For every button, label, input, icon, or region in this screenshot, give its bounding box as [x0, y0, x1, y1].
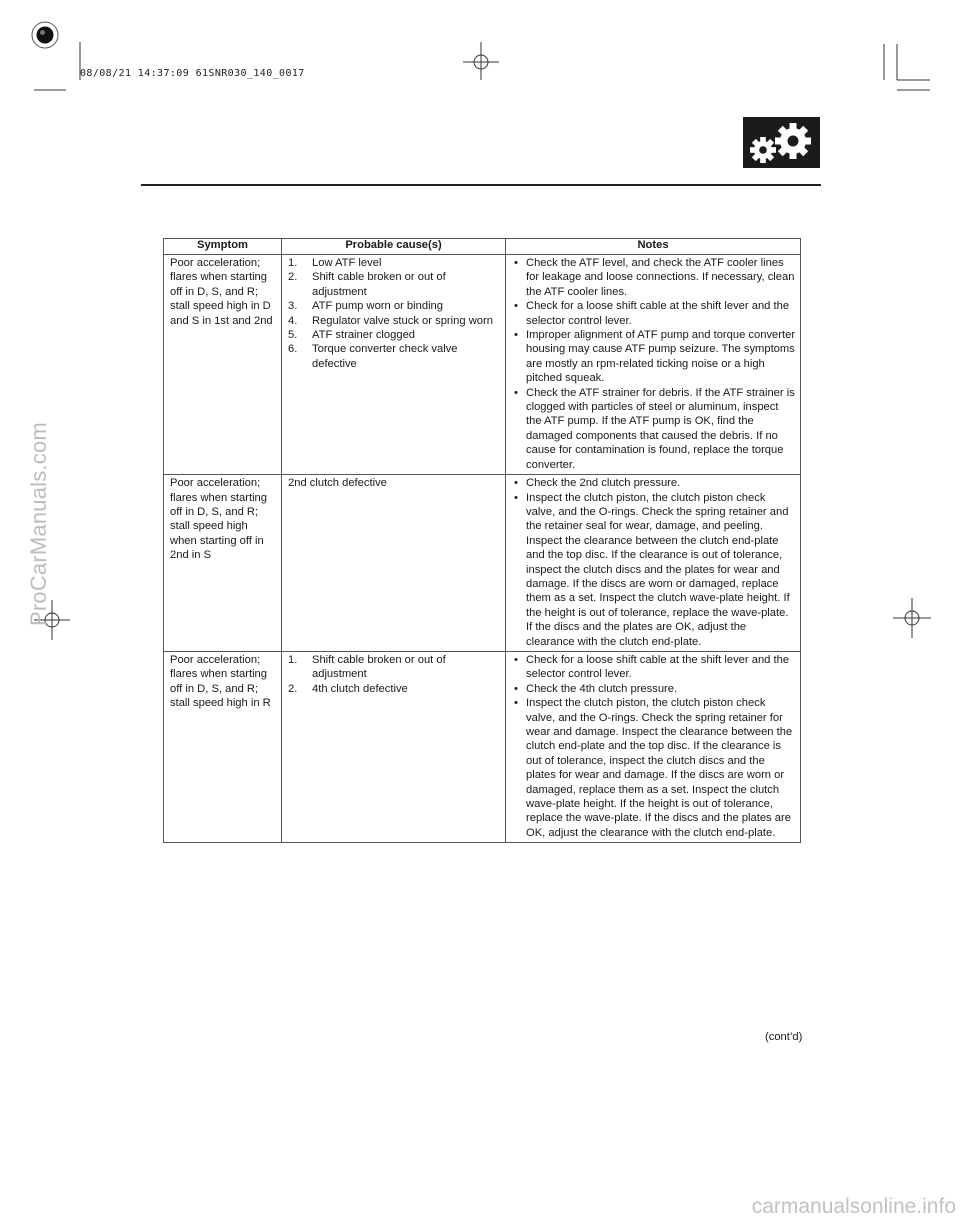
continued-label: (cont’d) [765, 1031, 803, 1043]
cause-num: 6. [288, 343, 298, 356]
registration-target-icon [32, 22, 58, 48]
symptom-cell [164, 475, 282, 652]
header-notes: Notes [506, 239, 801, 255]
note-item: • Check the ATF level, and check the ATF cooler lines for leakage and loose connections. If necessary, clean the ATF cooler lines. [514, 257, 795, 298]
note-item: • Check for a loose shift cable at the shift lever and the selector control lever. [514, 300, 790, 327]
table-row [164, 475, 801, 652]
cause-item [288, 682, 499, 696]
symptom-cell [164, 651, 282, 842]
side-watermark-text: ProCarManuals.com [26, 422, 51, 626]
note-text: Improper alignment of ATF pump and torque converter housing may cause ATF pump seizure. The symptoms are mostly an rpm-related ticking noise or a high pitched squeak. [526, 329, 796, 385]
symptom-text: Poor acceleration; flares when starting off in D, S, and R; stall speed high in D and S in 1st and 2nd [170, 257, 273, 327]
note-text: Check for a loose shift cable at the shift lever and the selector control lever. [526, 653, 790, 681]
cause-item [288, 328, 499, 342]
note-item: • Inspect the clutch piston, the clutch piston check valve, and the O-rings. Check the spring retainer and the retainer seal for wear, damage, and peeling. Inspect the clearance between the clutch end-plate and the top disc. If the clearance is out of tolerance, inspect the clutch discs and the plates for wear and damage. If the discs are worn or damaged, replace them as a set. Inspect the clutch wave-plate height. If the height is out of tolerance, replace the wave-plate. If the discs and the plates are OK, adjust the clearance with the clutch end-plate. [514, 491, 790, 648]
cause-num: 4. [288, 314, 298, 327]
gears-icon [743, 117, 820, 168]
note-item: • Inspect the clutch piston, the clutch piston check valve, and the O-rings. Check the spring retainer for wear and damage. Inspect the clearance between the clutch end-plate and the top disc. If the clearance is out of tolerance, inspect the clutch discs and the plates for wear and damage. If the discs are worn or damaged, replace them as a set. Inspect the clutch wave-plate height. If the height is out of tolerance, replace the wave-plate. If the discs and the plates are OK, adjust the clearance with the clutch end-plate. [514, 697, 793, 839]
note-text: Check the ATF strainer for debris. If the ATF strainer is clogged with particles of steel or aluminum, inspect the ATF pump. If the ATF pump is OK, find the damaged components that caused the debris. If no cause for contamination is found, replace the torque converter. [526, 386, 795, 471]
table-row [164, 255, 801, 475]
note-text: Check the 4th clutch pressure. [526, 682, 678, 695]
note-item: • Check the 4th clutch pressure. [514, 682, 678, 695]
cause-text: Regulator valve stuck or spring worn [312, 314, 493, 327]
causes-cell [282, 475, 506, 652]
note-item: • Improper alignment of ATF pump and torque converter housing may cause ATF pump seizure. The symptoms are mostly an rpm-related ticking noise or a high pitched squeak. [514, 329, 796, 385]
cause-item [288, 653, 499, 682]
note-text: Check for a loose shift cable at the shift lever and the selector control lever. [526, 300, 790, 327]
cause-num: 5. [288, 329, 298, 342]
notes-cell [506, 255, 801, 475]
cause-text: ATF pump worn or binding [312, 300, 443, 313]
cause-item [288, 342, 499, 371]
table-row [164, 651, 801, 842]
cause-item [288, 314, 499, 328]
notes-cell [506, 651, 801, 842]
cause-text: Low ATF level [312, 257, 382, 269]
symptom-text: Poor acceleration; flares when starting off in D, S, and R; stall speed high in R [170, 653, 271, 710]
header-causes: Probable cause(s) [282, 239, 506, 255]
side-watermark [14, 422, 54, 830]
cause-num: 2. [288, 682, 298, 695]
note-item: • Check for a loose shift cable at the shift lever and the selector control lever. [514, 653, 790, 681]
notes-cell [506, 475, 801, 652]
table-header-row [164, 239, 801, 255]
cause-text: 4th clutch defective [312, 682, 408, 695]
cause-num: 2. [288, 271, 298, 284]
header-symptom: Symptom [164, 239, 282, 255]
print-stamp: 08/08/21 14:37:09 61SNR030_140_0017 [80, 68, 305, 79]
symptom-cell [164, 255, 282, 475]
cause-item [288, 270, 499, 299]
note-item: • Check the 2nd clutch pressure. [514, 477, 681, 490]
note-text: Check the 2nd clutch pressure. [526, 477, 681, 490]
cause-item [288, 256, 499, 270]
causes-cell [282, 255, 506, 475]
cause-text: Torque converter check valve defective [312, 343, 458, 370]
symptom-text: Poor acceleration; flares when starting off in D, S, and R; stall speed high when starting off in 2nd in S [170, 477, 268, 562]
bottom-watermark: carmanualsonline.info [751, 1195, 956, 1218]
cause-num: 1. [288, 653, 298, 666]
cause-num: 3. [288, 300, 298, 313]
causes-cell [282, 651, 506, 842]
cause-text: 2nd clutch defective [288, 477, 387, 490]
cause-text: ATF strainer clogged [312, 329, 416, 342]
cause-text: Shift cable broken or out of adjustment [312, 653, 446, 681]
note-text: Inspect the clutch piston, the clutch piston check valve, and the O-rings. Check the spring retainer and the retainer seal for wear, damage, and peeling. Inspect the clearance between the clutch end-plate and the top disc. If the clearance is out of tolerance, inspect the clutch discs and the plates for wear and damage. If the discs are worn or damaged, replace them as a set. Inspect the clutch wave-plate height. If the height is out of tolerance, replace the wave-plate. If the discs and the plates are OK, adjust the clearance with the clutch end-plate. [526, 491, 790, 648]
note-text: Inspect the clutch piston, the clutch piston check valve, and the O-rings. Check the spring retainer for wear and damage. Inspect the clearance between the clutch end-plate and the top disc. If the clearance is out of tolerance, inspect the clutch discs and the plates for wear and damage. If the discs are worn or damaged, replace them as a set. Inspect the clutch wave-plate height. If the height is out of tolerance, replace the wave-plate. If the discs and the plates are OK, adjust the clearance with the clutch end-plate. [526, 697, 793, 839]
troubleshooting-table [163, 238, 801, 843]
cause-item [288, 299, 499, 313]
note-item: • Check the ATF strainer for debris. If the ATF strainer is clogged with particles of steel or aluminum, inspect the ATF pump. If the ATF pump is OK, find the damaged components that caused the debris. If no cause for contamination is found, replace the torque converter. [514, 386, 795, 471]
header-rule [141, 184, 821, 186]
cause-num: 1. [288, 257, 298, 269]
note-text: Check the ATF level, and check the ATF cooler lines for leakage and loose connections. If necessary, clean the ATF cooler lines. [526, 257, 795, 298]
cause-text: Shift cable broken or out of adjustment [312, 271, 446, 298]
